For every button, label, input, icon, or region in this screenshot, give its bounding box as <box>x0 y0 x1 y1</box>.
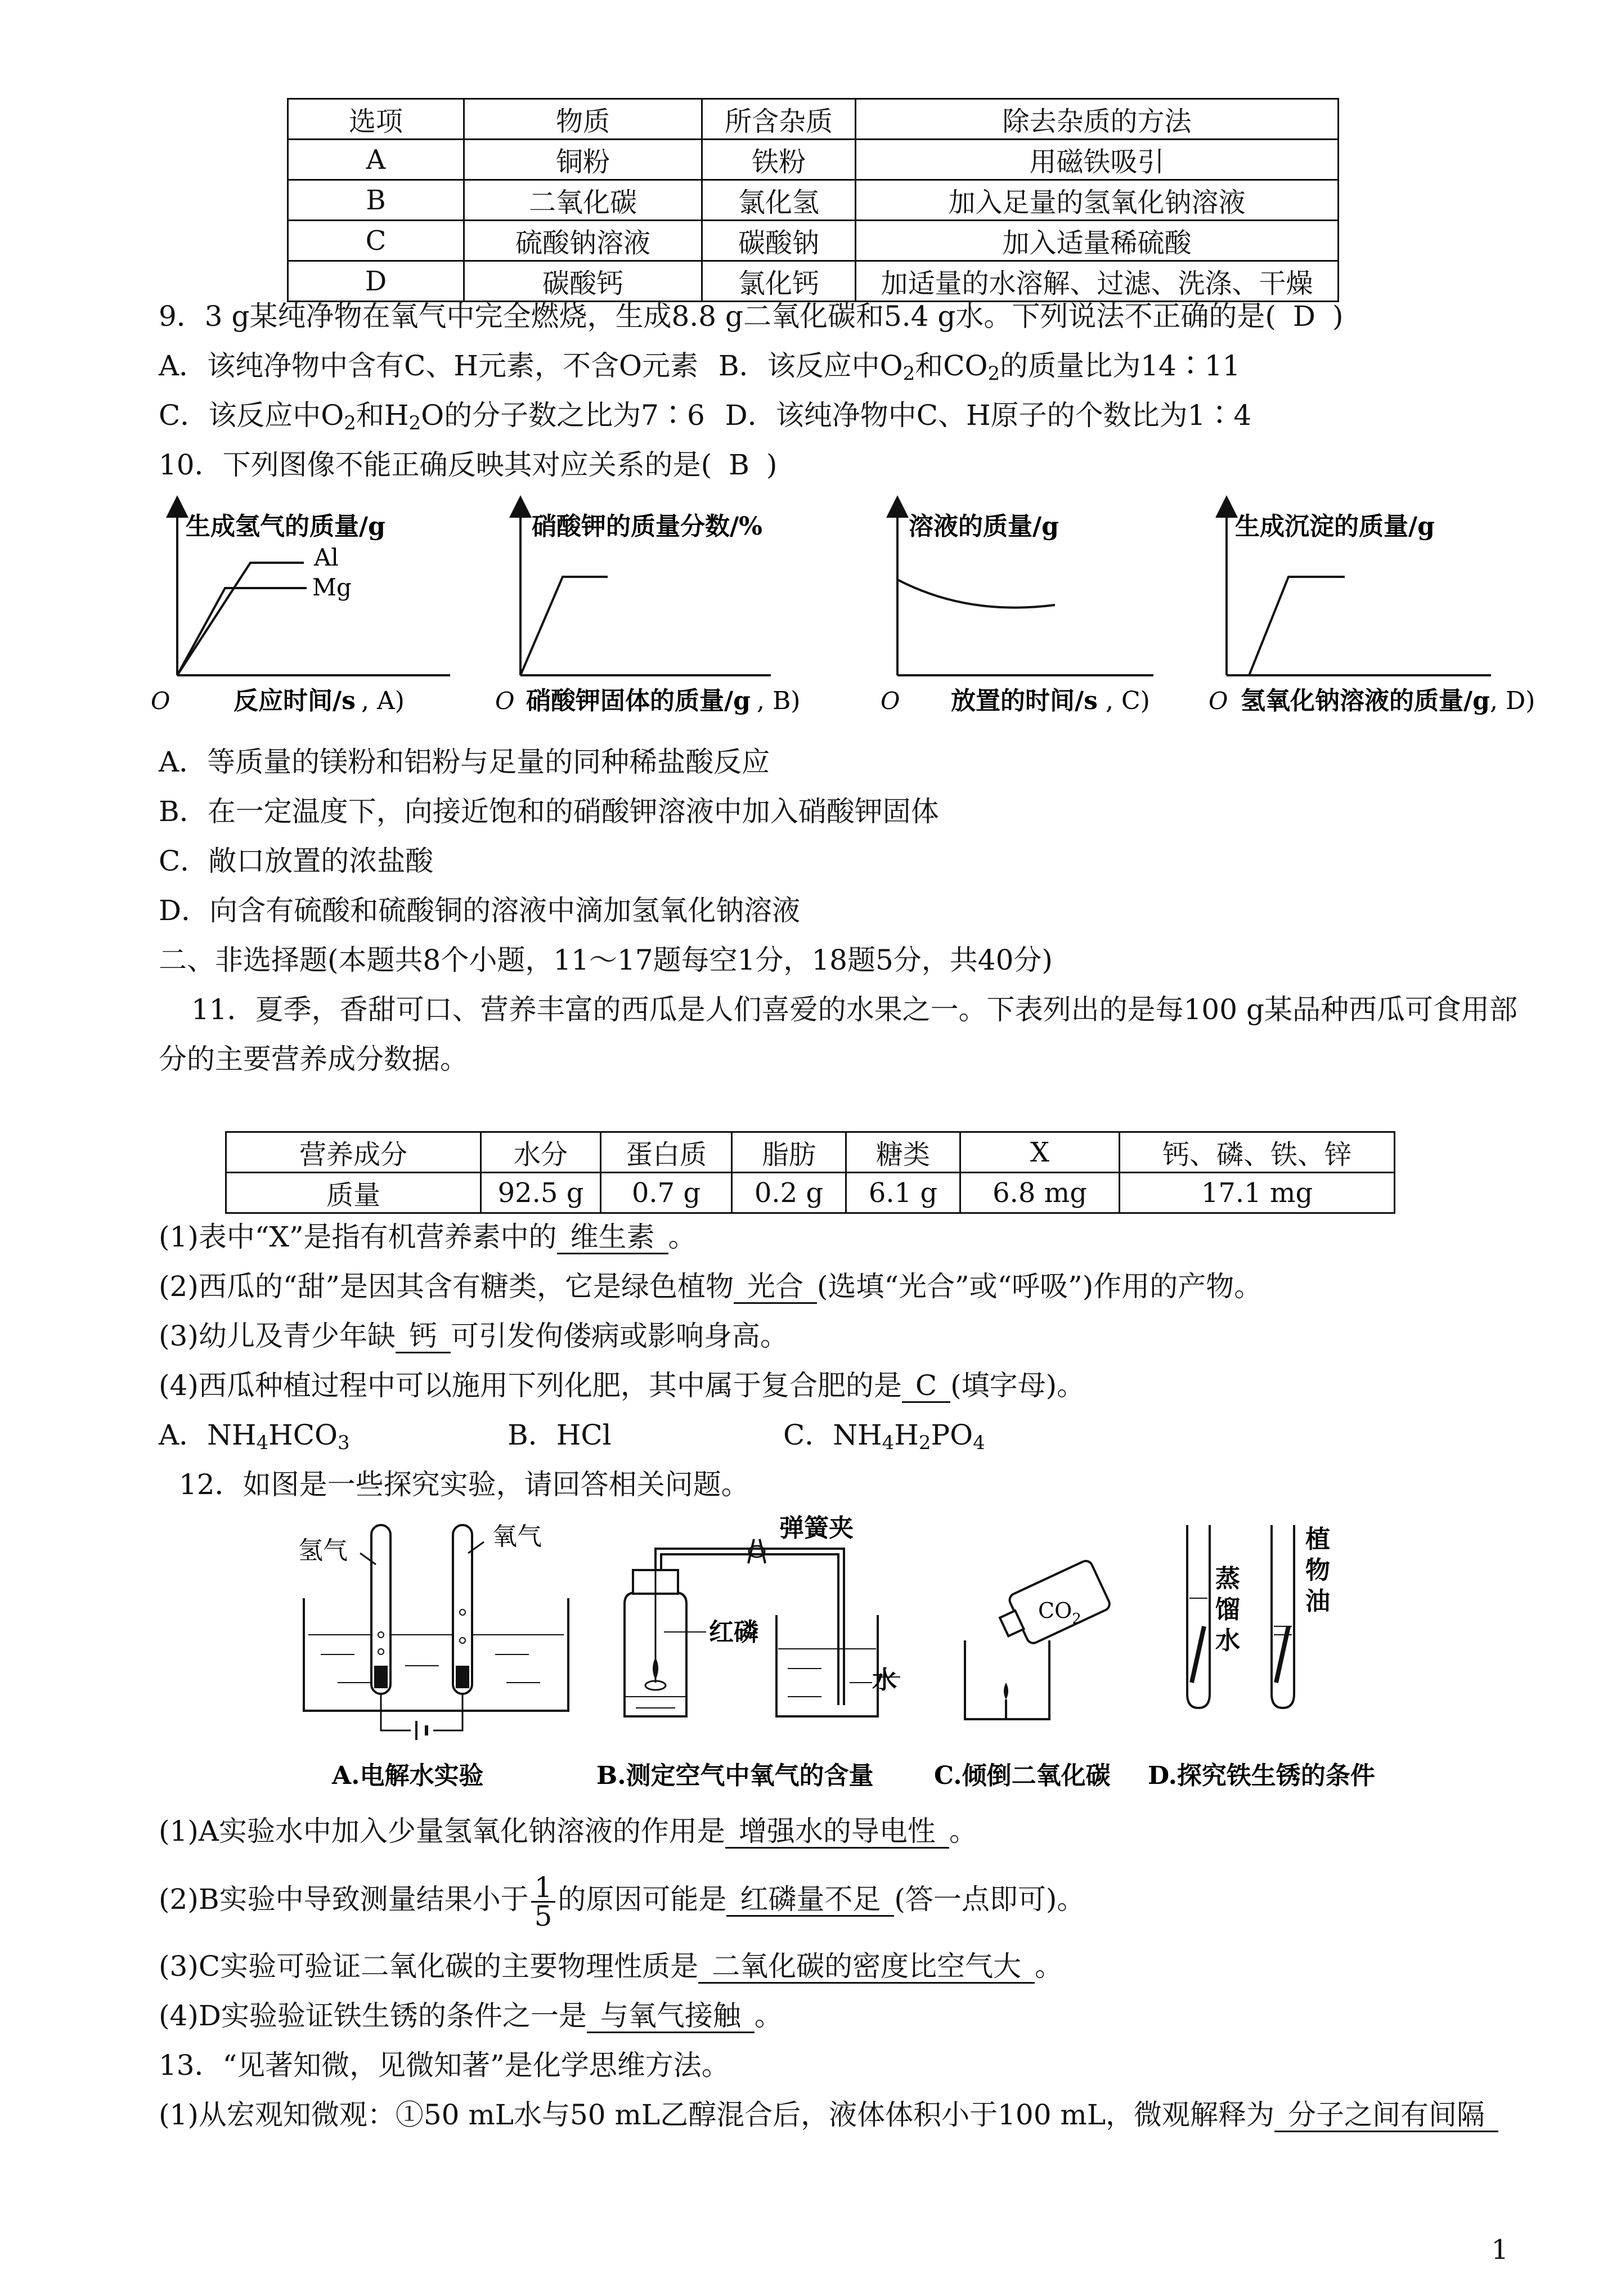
label-oil-1: 植 <box>1305 1525 1330 1554</box>
q11-answer-2: 光合 <box>734 1271 817 1304</box>
q9-option-a: A．该纯净物中含有C、H元素，不含O元素 <box>159 349 698 382</box>
table-cell: 6.1 g <box>846 1173 960 1213</box>
figure-d-iron-rust <box>1148 1525 1375 1790</box>
graph-b-xlabel: 硝酸钾固体的质量/g <box>526 687 751 715</box>
table-cell: 氯化钙 <box>702 261 856 302</box>
table-cell: 铁粉 <box>702 140 856 180</box>
graph-d <box>1209 506 1535 715</box>
label-red-phosphorus: 红磷 <box>709 1618 758 1647</box>
label-distilled-1: 蒸 <box>1215 1564 1240 1593</box>
q12-answer-1: 增强水的导电性 <box>725 1815 949 1849</box>
q9-options-cd <box>159 397 1251 441</box>
label-water: 水 <box>872 1666 897 1694</box>
q9-stem: 9．3 g某纯净物在氧气中完全燃烧，生成8.8 g二氧化碳和5.4 g水。下列说法不正确的是( D ) <box>159 300 1344 333</box>
graph-c <box>881 506 1153 715</box>
graph-a-ylabel: 生成氢气的质量/g <box>186 512 385 541</box>
table-cell: 92.5 g <box>481 1173 601 1213</box>
table-row <box>288 261 1339 302</box>
section-heading: 二、非选择题(本题共8个小题，11～17题每空1分，18题5分，共40分) <box>159 944 1053 976</box>
table-row <box>288 180 1339 221</box>
q10-option-d: D．向含有硫酸和硫酸铜的溶液中滴加氢氧化钠溶液 <box>159 894 801 927</box>
graph-b-ylabel: 硝酸钾的质量分数/% <box>532 512 762 541</box>
table-cell: 用磁铁吸引 <box>856 140 1339 180</box>
page-number: 1 <box>1491 2234 1508 2266</box>
table-cell: 17.1 mg <box>1120 1173 1395 1213</box>
q11-option-a: A．$NH_4HCO_3$ <box>159 1419 350 1454</box>
q13-part1: (1)从宏观知微观：①50 mL水与50 mL乙醇混合后，液体体积小于100 mL，微观解释为 分子之间有间隔 <box>159 2097 1498 2133</box>
table-cell: 0.7 g <box>601 1173 732 1213</box>
label-clamp: 弹簧夹 <box>779 1514 854 1542</box>
table-cell: A <box>288 140 464 180</box>
table-cell: 6.8 mg <box>960 1173 1120 1213</box>
q12-answer-4: 与氧气接触 <box>587 2000 755 2033</box>
q9-answer: D <box>1292 300 1315 333</box>
table-header-cell: 营养成分 <box>226 1132 481 1173</box>
q11-part2: (2)西瓜的“甜”是因其含有糖类，它是绿色植物 光合 (选填“光合”或“呼吸”)作用的产物。 <box>159 1270 1263 1303</box>
table-header-cell: 所含杂质 <box>702 99 856 140</box>
graph-c-curve <box>897 580 1055 608</box>
table-cell: 加入适量稀硫酸 <box>856 221 1339 261</box>
q11-part4: (4)西瓜种植过程中可以施用下列化肥，其中属于复合肥的是 C (填字母)。 <box>159 1369 1085 1402</box>
label-co2: $CO_2$ <box>1038 1598 1081 1627</box>
q13-answer-1: 分子之间有间隔 <box>1274 2099 1498 2132</box>
caption-a: A.电解水实验 <box>332 1761 484 1790</box>
caption-b: B.测定空气中氧气的含量 <box>596 1761 874 1790</box>
table-row <box>288 140 1339 180</box>
table-cell: 氯化氢 <box>702 180 856 221</box>
q12-part3: (3)C实验可验证二氧化碳的主要物理性质是 二氧化碳的密度比空气大 。 <box>159 1950 1063 1983</box>
q11-answer-3: 钙 <box>396 1320 451 1353</box>
table-header-cell: 物质 <box>464 99 702 140</box>
graph-d-ylabel: 生成沉淀的质量/g <box>1235 512 1435 541</box>
graph-a-tag: , A) <box>361 687 405 715</box>
q9-option-b: B．该反应中$O_2$和$CO_2$的质量比为14∶11 <box>718 349 1241 385</box>
q11-stem-line1: 11．夏季，香甜可口、营养丰富的西瓜是人们喜爱的水果之一。下表列出的是每100 g某品种西瓜可食用部 <box>191 993 1517 1026</box>
q9-option-c: C．该反应中$O_2$和$H_2O$的分子数之比为7∶6 <box>159 399 705 434</box>
table-header-row <box>288 99 1339 140</box>
graph-c-tag: , C) <box>1106 687 1150 715</box>
table-cell: 加入足量的氢氧化钠溶液 <box>856 180 1339 221</box>
graph-b <box>495 506 800 715</box>
table-cell: 二氧化碳 <box>464 180 702 221</box>
figure-a-electrolysis <box>298 1522 568 1790</box>
q10-option-b: B．在一定温度下，向接近饱和的硝酸钾溶液中加入硝酸钾固体 <box>159 795 939 828</box>
q10-answer: B <box>729 449 749 481</box>
graph-c-xlabel: 放置的时间/s <box>951 687 1098 715</box>
q11-options <box>159 1417 985 1461</box>
graph-a-al-line <box>177 563 304 675</box>
caption-d: D.探究铁生锈的条件 <box>1148 1761 1375 1790</box>
table-header-cell: 脂肪 <box>732 1132 846 1173</box>
q11-stem-line2: 分的主要营养成分数据。 <box>159 1043 468 1075</box>
impurity-table <box>287 98 1339 302</box>
q12-part1: (1)A实验水中加入少量氢氧化钠溶液的作用是 增强水的导电性 。 <box>159 1815 977 1847</box>
table-header-cell: 除去杂质的方法 <box>856 99 1339 140</box>
label-oil-2: 物 <box>1305 1556 1330 1585</box>
q9-options-ab <box>159 348 1240 392</box>
q12-answer-2: 红磷量不足 <box>726 1884 894 1917</box>
q9-option-d: D．该纯净物中C、H原子的个数比为1∶4 <box>725 399 1252 432</box>
graph-a-origin: O <box>151 687 170 715</box>
label-oil-3: 油 <box>1305 1587 1330 1616</box>
graph-a-xlabel: 反应时间/s <box>234 687 356 715</box>
q11-option-c: C．$NH_4H_2PO_4$ <box>783 1419 985 1454</box>
figure-b-oxygen-content <box>596 1514 900 1790</box>
table-header-cell: X <box>960 1132 1120 1173</box>
nutrition-table <box>225 1131 1395 1214</box>
caption-c: C.倾倒二氧化碳 <box>934 1761 1111 1790</box>
graph-d-origin: O <box>1209 687 1228 715</box>
q12-figure <box>0 1514 1621 1812</box>
table-cell: C <box>288 221 464 261</box>
graph-a <box>151 506 450 715</box>
figure-c-pour-co2 <box>934 1559 1112 1790</box>
label-distilled-2: 馏 <box>1215 1595 1240 1624</box>
table-cell: 0.2 g <box>732 1173 846 1213</box>
q11-part3: (3)幼儿及青少年缺 钙 可引发佝偻病或影响身高。 <box>159 1320 788 1352</box>
graph-b-line <box>520 577 608 675</box>
graph-d-tag: , D) <box>1490 687 1535 715</box>
table-cell: 碳酸钠 <box>702 221 856 261</box>
table-header-row <box>226 1132 1395 1173</box>
graph-d-xlabel: 氢氧化钠溶液的质量/g <box>1241 687 1490 715</box>
q13-stem: 13．“见著知微，见微知著”是化学思维方法。 <box>159 2049 730 2082</box>
graph-a-series-al: Al <box>314 544 339 571</box>
graph-c-origin: O <box>881 687 900 715</box>
q12-part2: (2)B实验中导致测量结果小于 $\frac{1}{5}$ 的原因可能是 红磷量不足 (答一点即可)。 <box>159 1871 1085 1932</box>
table-cell: 硫酸钠溶液 <box>464 221 702 261</box>
label-distilled-3: 水 <box>1215 1626 1240 1655</box>
table-row <box>226 1173 1395 1213</box>
table-header-cell: 水分 <box>481 1132 601 1173</box>
table-cell: 质量 <box>226 1173 481 1213</box>
label-hydrogen: 氢气 <box>298 1536 348 1565</box>
table-header-cell: 蛋白质 <box>601 1132 732 1173</box>
fraction-one-fifth: $\frac{1}{5}$ <box>531 1874 556 1930</box>
q10-option-c: C．敞口放置的浓盐酸 <box>159 845 434 877</box>
q11-answer-1: 维生素 <box>557 1221 668 1254</box>
graph-c-ylabel: 溶液的质量/g <box>909 512 1059 541</box>
q12-stem: 12．如图是一些探究实验，请回答相关问题。 <box>179 1468 749 1501</box>
label-oxygen: 氧气 <box>492 1522 542 1551</box>
q12-part4: (4)D实验验证铁生锈的条件之一是 与氧气接触 。 <box>159 1999 783 2032</box>
table-cell: 铜粉 <box>464 140 702 180</box>
q11-option-b: B．HCl <box>508 1419 612 1451</box>
graph-a-mg-line <box>177 588 307 675</box>
graph-b-tag: , B) <box>757 687 801 715</box>
q11-part1: (1)表中“X”是指有机营养素中的 维生素 。 <box>159 1221 697 1253</box>
graph-b-origin: O <box>495 687 515 715</box>
q10-graphs <box>0 495 1621 732</box>
table-header-cell: 选项 <box>288 99 464 140</box>
table-cell: B <box>288 180 464 221</box>
table-row <box>288 221 1339 261</box>
q12-answer-3: 二氧化碳的密度比空气大 <box>698 1950 1035 1984</box>
table-header-cell: 糖类 <box>846 1132 960 1173</box>
table-cell: 碳酸钙 <box>464 261 702 302</box>
q11-answer-4: C <box>902 1370 950 1403</box>
q10-option-a: A．等质量的镁粉和铝粉与足量的同种稀盐酸反应 <box>159 746 770 778</box>
table-cell: D <box>288 261 464 302</box>
graph-a-series-mg: Mg <box>312 573 352 601</box>
table-cell: 加适量的水溶解、过滤、洗涤、干燥 <box>856 261 1339 302</box>
q10-stem: 10．下列图像不能正确反映其对应关系的是( B ) <box>159 449 778 481</box>
table-header-cell: 钙、磷、铁、锌 <box>1120 1132 1395 1173</box>
graph-d-line <box>1227 577 1345 675</box>
